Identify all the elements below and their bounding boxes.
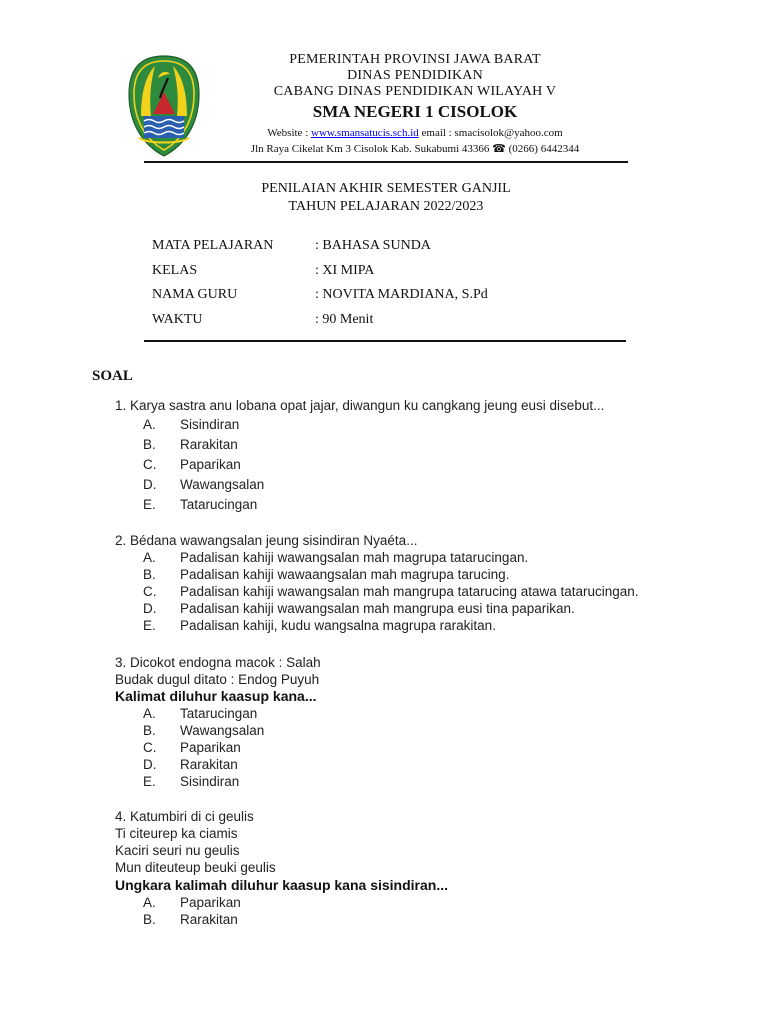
website-link[interactable]: www.smansatucis.sch.id bbox=[311, 127, 419, 139]
option-letter: D. bbox=[143, 757, 157, 772]
option-text: Sisindiran bbox=[180, 774, 240, 789]
contact-line bbox=[205, 125, 625, 141]
option-text: Padalisan kahiji wawangsalan mah mangrupa eusi tina paparikan. bbox=[180, 601, 575, 616]
question-text: Ti citeurep ka ciamis bbox=[115, 826, 238, 841]
option-letter: A. bbox=[143, 417, 156, 432]
option-letter: E. bbox=[143, 774, 156, 789]
question-text: 2. Bédana wawangsalan jeung sisindiran Nyaéta... bbox=[115, 533, 418, 548]
option-letter: A. bbox=[143, 550, 156, 565]
option-text: Padalisan kahiji wawangsalan mah mangrupa tatarucing atawa tatarucingan. bbox=[180, 584, 639, 599]
option-text: Padalisan kahiji wawaangsalan mah magrupa tarucing. bbox=[180, 567, 510, 582]
option-text: Padalisan kahiji wawangsalan mah magrupa tatarucingan. bbox=[180, 550, 529, 565]
question-text: Budak dugul ditato : Endog Puyuh bbox=[115, 672, 320, 687]
option-letter: B. bbox=[143, 723, 156, 738]
option-text: Sisindiran bbox=[180, 417, 240, 432]
exam-title-line1: PENILAIAN AKHIR SEMESTER GANJIL bbox=[261, 181, 511, 196]
option-text: Padalisan kahiji, kudu wangsalna magrupa rarakitan. bbox=[180, 618, 496, 633]
option-letter: B. bbox=[143, 437, 156, 452]
option-text: Tatarucingan bbox=[180, 706, 258, 721]
option-letter: D. bbox=[143, 477, 157, 492]
school-address: Jln Raya Cikelat Km 3 Cisolok Kab. Sukabumi 43366 ☎ (0266) 6442344 bbox=[250, 143, 580, 155]
website-label: Website : bbox=[267, 127, 309, 139]
question-text: 1. Karya sastra anu lobana opat jajar, diwangun ku cangkang jeung eusi disebut... bbox=[115, 398, 605, 413]
option-text: Paparikan bbox=[180, 740, 241, 755]
option-letter: C. bbox=[143, 584, 157, 599]
info-label: MATA PELAJARAN bbox=[152, 238, 274, 253]
info-value: : 90 Menit bbox=[315, 312, 374, 328]
info-label: WAKTU bbox=[152, 312, 203, 328]
question-text: 4. Katumbiri di ci geulis bbox=[115, 809, 254, 824]
option-letter: D. bbox=[143, 601, 157, 616]
section-heading: SOAL bbox=[92, 368, 133, 384]
option-letter: E. bbox=[143, 497, 156, 512]
info-row bbox=[152, 287, 622, 312]
option-letter: A. bbox=[143, 706, 156, 721]
question-prompt: Kalimat diluhur kaasup kana... bbox=[115, 688, 317, 704]
option-letter: A. bbox=[143, 895, 156, 910]
letterhead bbox=[205, 52, 625, 157]
option-letter: B. bbox=[143, 567, 156, 582]
option-letter: C. bbox=[143, 740, 157, 755]
option-text: Rarakitan bbox=[180, 437, 238, 452]
info-row bbox=[152, 238, 622, 263]
letterhead-divider bbox=[144, 161, 628, 163]
info-value: : BAHASA SUNDA bbox=[315, 238, 431, 253]
question-prompt: Ungkara kalimah diluhur kaasup kana sisindiran... bbox=[115, 877, 448, 893]
email-address: smacisolok@yahoo.com bbox=[454, 127, 563, 139]
letterhead-department: DINAS PENDIDIKAN bbox=[347, 68, 483, 83]
option-text: Paparikan bbox=[180, 895, 241, 910]
header-divider bbox=[144, 340, 626, 342]
option-letter: E. bbox=[143, 618, 156, 633]
question-text: 3. Dicokot endogna macok : Salah bbox=[115, 655, 321, 670]
info-value: : NOVITA MARDIANA, S.Pd bbox=[315, 287, 488, 303]
school-name: SMA NEGERI 1 CISOLOK bbox=[312, 102, 518, 121]
option-text: Wawangsalan bbox=[180, 477, 265, 492]
question-text: Kaciri seuri nu geulis bbox=[115, 843, 240, 858]
exam-title-line2: TAHUN PELAJARAN 2022/2023 bbox=[288, 199, 484, 214]
option-text: Tatarucingan bbox=[180, 497, 258, 512]
info-row bbox=[152, 263, 622, 288]
option-letter: C. bbox=[143, 457, 157, 472]
option-text: Paparikan bbox=[180, 457, 241, 472]
option-text: Wawangsalan bbox=[180, 723, 265, 738]
west-java-emblem-icon bbox=[127, 54, 201, 158]
exam-title bbox=[144, 180, 628, 216]
info-label: NAMA GURU bbox=[152, 287, 238, 303]
option-text: Rarakitan bbox=[180, 757, 238, 772]
letterhead-branch: CABANG DINAS PENDIDIKAN WILAYAH V bbox=[273, 84, 557, 99]
info-label: KELAS bbox=[152, 262, 198, 278]
info-value: : XI MIPA bbox=[315, 262, 375, 278]
exam-info-table bbox=[152, 238, 622, 337]
email-label: email : bbox=[421, 127, 452, 139]
option-letter: B. bbox=[143, 912, 156, 927]
letterhead-government: PEMERINTAH PROVINSI JAWA BARAT bbox=[289, 52, 541, 67]
question-text: Mun diteuteup beuki geulis bbox=[115, 860, 276, 875]
option-text: Rarakitan bbox=[180, 912, 238, 927]
info-row bbox=[152, 312, 622, 337]
